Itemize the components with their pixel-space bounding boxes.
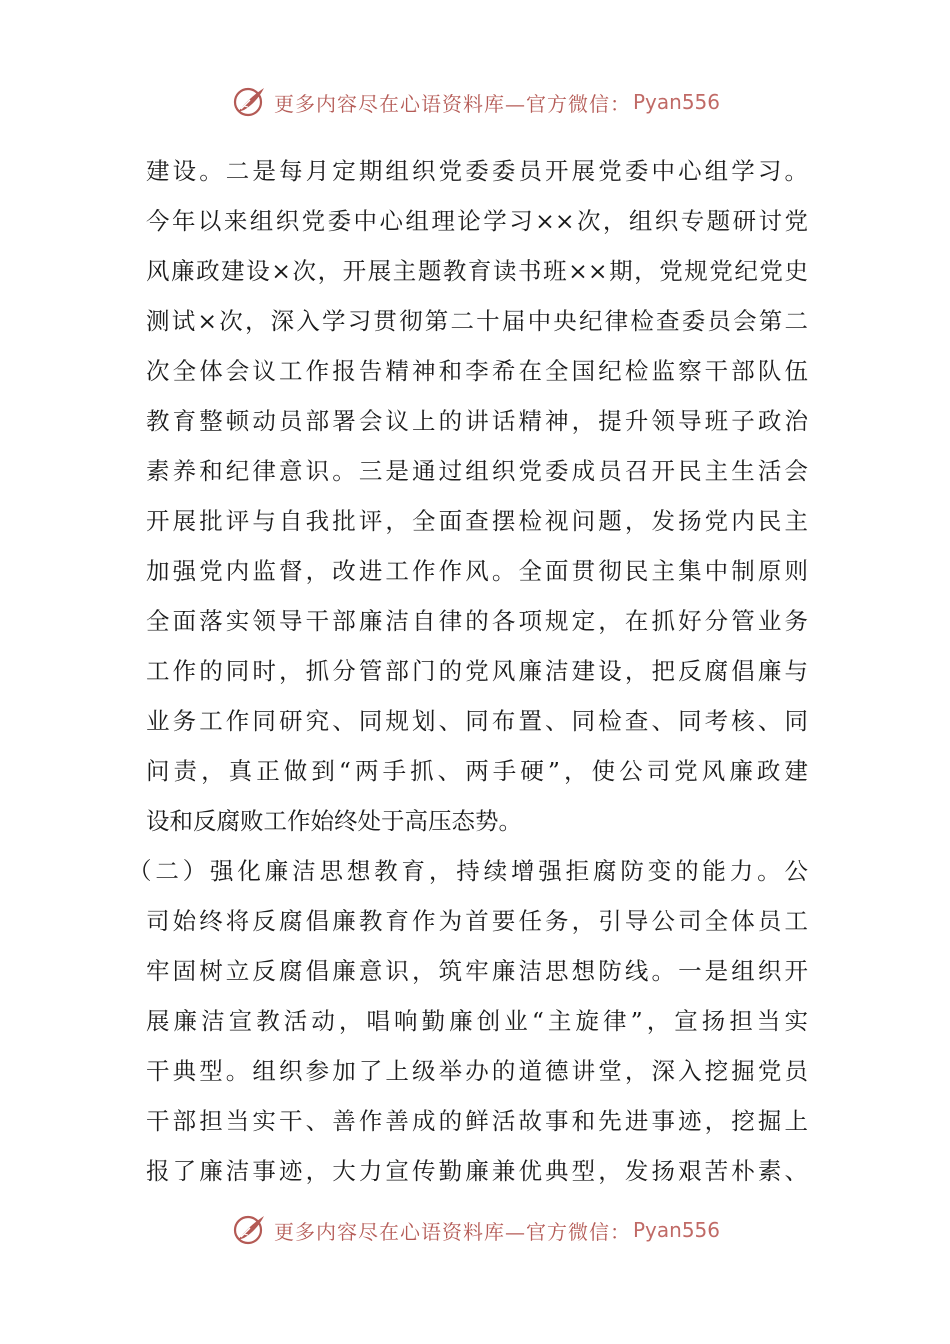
text-line: 问责，真正做到“两手抓、两手硬”，使公司党风廉政建	[146, 757, 808, 785]
text-line: 展廉洁宣教活动，唱响勤廉创业“主旋律”，宣扬担当实	[146, 1007, 808, 1035]
text-line: 次全体会议工作报告精神和李希在全国纪检监察干部队伍	[146, 357, 808, 385]
text-line: 测试×次，深入学习贯彻第二十届中央纪律检查委员会第二	[146, 307, 808, 335]
text-line: 素养和纪律意识。三是通过组织党委成员召开民主生活会	[146, 457, 808, 485]
text-line: 全面落实领导干部廉洁自律的各项规定，在抓好分管业务	[146, 607, 808, 635]
watermark-text: 更多内容尽在心语资料库—官方微信：	[273, 1219, 631, 1244]
watermark-header	[0, 82, 950, 122]
text-line: 牢固树立反腐倡廉意识，筑牢廉洁思想防线。一是组织开	[146, 957, 808, 985]
text-line: 干部担当实干、善作善成的鲜活故事和先进事迹，挖掘上	[146, 1107, 808, 1135]
text-line: 加强党内监督，改进工作作风。全面贯彻民主集中制原则	[146, 557, 808, 585]
text-line: 干典型。组织参加了上级举办的道德讲堂，深入挖掘党员	[146, 1057, 808, 1085]
text-line: 建设。二是每月定期组织党委委员开展党委中心组学习。	[146, 157, 808, 185]
watermark-footer	[0, 1210, 950, 1250]
section-heading-line: （二）强化廉洁思想教育，持续增强拒腐防变的能力。公	[128, 857, 808, 885]
text-line: 报了廉洁事迹，大力宣传勤廉兼优典型，发扬艰苦朴素、	[146, 1157, 808, 1185]
watermark-text: 更多内容尽在心语资料库—官方微信：	[273, 91, 631, 116]
watermark-wechat-id: Pyan556	[632, 1218, 720, 1242]
text-line: 司始终将反腐倡廉教育作为首要任务，引导公司全体员工	[146, 907, 808, 935]
text-line: 业务工作同研究、同规划、同布置、同检查、同考核、同	[146, 707, 808, 735]
text-line: 开展批评与自我批评，全面查摆检视问题，发扬党内民主	[146, 507, 808, 535]
quill-logo-icon	[230, 82, 270, 122]
quill-logo-icon	[230, 1210, 270, 1250]
watermark-wechat-id: Pyan556	[632, 90, 720, 114]
text-line: 设和反腐败工作始终处于高压态势。	[146, 807, 522, 835]
text-line: 工作的同时，抓分管部门的党风廉洁建设，把反腐倡廉与	[146, 657, 808, 685]
text-line: 风廉政建设×次，开展主题教育读书班××期，党规党纪党史	[146, 257, 808, 285]
text-line: 教育整顿动员部署会议上的讲话精神，提升领导班子政治	[146, 407, 808, 435]
text-line: 今年以来组织党委中心组理论学习××次，组织专题研讨党	[146, 207, 808, 235]
document-body	[128, 146, 808, 1196]
